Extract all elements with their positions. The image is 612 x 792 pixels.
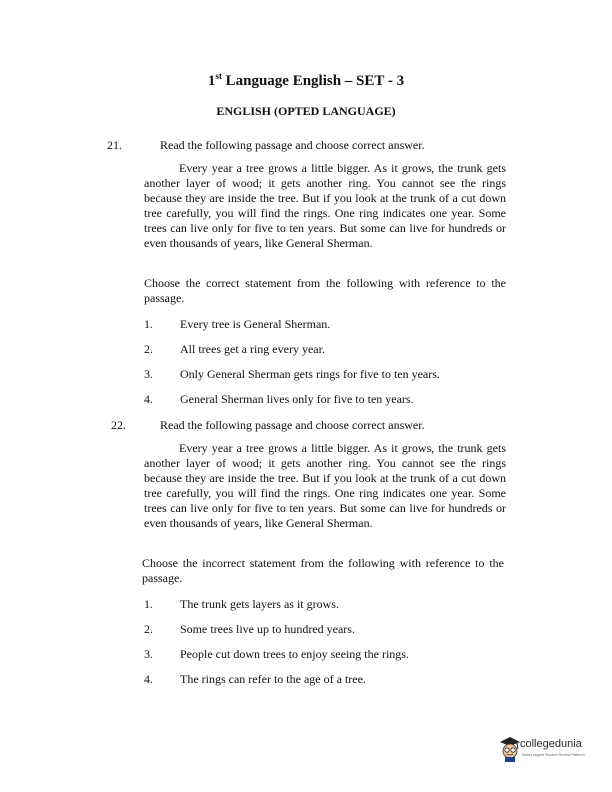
option-number: 3.	[144, 367, 153, 381]
question-number: 22.	[111, 418, 126, 432]
question-instruction: Read the following passage and choose correct answer.	[160, 418, 425, 432]
passage: Every year a tree grows a little bigger. As it grows, the trunk gets another layer of wood; it gets another ring. You cannot see the rings because they are inside the tree. But if you look at the trunk of a cut down tree carefully, you will find the rings. One ring indicates one year. Some trees can live only for five to ten years. But some can live for hundreds or even thousands of years, like General Sherman.	[144, 441, 506, 530]
option-text: The trunk gets layers as it grows.	[180, 597, 339, 611]
option-text: All trees get a ring every year.	[180, 342, 325, 356]
logo-tagline: India's largest Student Review Platform	[522, 753, 585, 757]
option-number: 3.	[144, 647, 153, 661]
option-text: Some trees live up to hundred years.	[180, 622, 355, 636]
page-subtitle: ENGLISH (OPTED LANGUAGE)	[216, 104, 396, 118]
option-text: General Sherman lives only for five to ten years.	[180, 392, 414, 406]
option-number: 2.	[144, 622, 153, 636]
title-text: Language English – SET - 3	[221, 73, 405, 89]
option-text: Every tree is General Sherman.	[180, 317, 331, 331]
option-text: Only General Sherman gets rings for five to ten years.	[180, 367, 440, 381]
option-number: 4.	[144, 392, 153, 406]
option-number: 4.	[144, 672, 153, 686]
option-text: The rings can refer to the age of a tree.	[180, 672, 366, 686]
question-prompt: Choose the correct statement from the following with reference to the passage.	[144, 276, 506, 305]
passage: Every year a tree grows a little bigger. As it grows, the trunk gets another layer of wood; it gets another ring. You cannot see the rings because they are inside the tree. But if you look at the trunk of a cut down tree carefully, you will find the rings. One ring indicates one year. Some trees can live only for five to ten years. But some can live for hundreds or even thousands of years, like General Sherman.	[144, 161, 506, 250]
title-superscript: st	[215, 71, 222, 81]
option-number: 1.	[144, 597, 153, 611]
graduate-mascot-icon	[498, 735, 522, 763]
option-text: People cut down trees to enjoy seeing the rings.	[180, 647, 409, 661]
collegedunia-logo	[498, 735, 598, 765]
option-number: 1.	[144, 317, 153, 331]
option-number: 2.	[144, 342, 153, 356]
page-title	[0, 73, 612, 90]
question-prompt: Choose the incorrect statement from the following with reference to the passage.	[142, 556, 504, 585]
question-instruction: Read the following passage and choose correct answer.	[160, 138, 425, 152]
title-number: 1	[207, 73, 216, 89]
logo-wordmark: collegedunia	[520, 738, 582, 750]
question-number: 21.	[107, 138, 122, 152]
